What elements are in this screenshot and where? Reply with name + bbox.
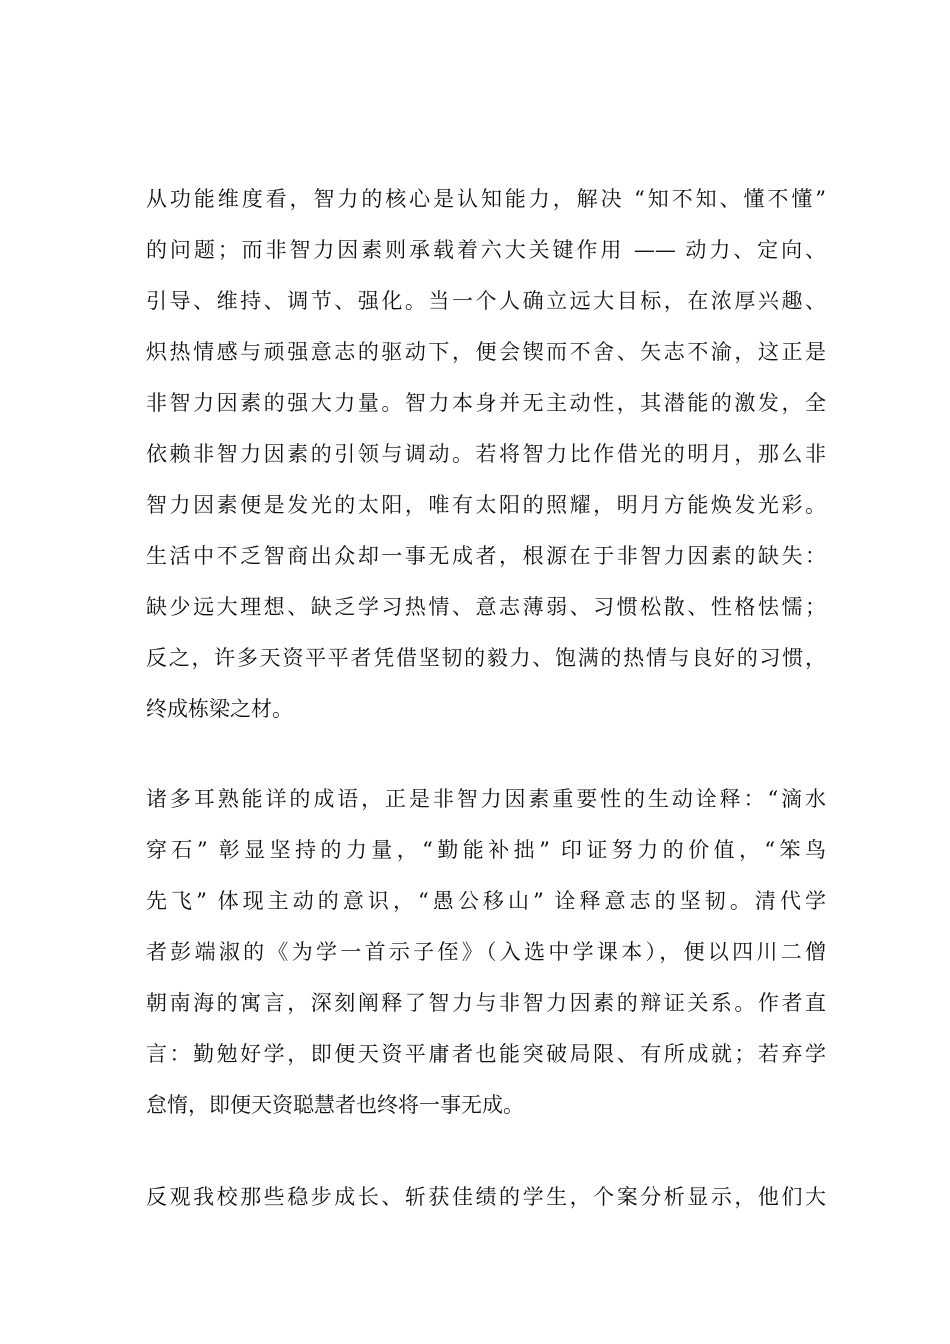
text-line: 缺少远大理想、缺乏学习热情、意志薄弱、习惯松散、性格怯懦； [146,595,826,619]
text-line: 言：勤勉好学，即便天资平庸者也能突破局限、有所成就；若弃学 [146,1042,826,1066]
paragraph-idioms [146,774,826,1131]
text-line: 者彭端淑的《为学一首示子侄》（入选中学课本），便以四川二僧 [146,940,826,964]
text-line: 怠惰，即便天资聪慧者也终将一事无成。 [146,1093,524,1117]
text-line: 依赖非智力因素的引领与调动。若将智力比作借光的明月，那么非 [146,442,826,466]
text-line: 从功能维度看，智力的核心是认知能力，解决 “知不知、懂不懂” [146,187,826,211]
text-line: 智力因素便是发光的太阳，唯有太阳的照耀，明月方能焕发光彩。 [146,493,826,517]
text-line: 引导、维持、调节、强化。当一个人确立远大目标，在浓厚兴趣、 [146,289,826,313]
text-line: 生活中不乏智商出众却一事无成者，根源在于非智力因素的缺失： [146,544,826,568]
text-line: 的问题；而非智力因素则承载着六大关键作用 —— 动力、定向、 [146,238,826,262]
text-line: 炽热情感与顽强意志的驱动下，便会锲而不舍、矢志不渝，这正是 [146,340,826,364]
text-line: 反观我校那些稳步成长、斩获佳绩的学生，个案分析显示，他们大 [146,1185,826,1209]
text-line: 穿石” 彰显坚持的力量，“勤能补拙” 印证努力的价值，“笨鸟 [146,838,826,862]
paragraph-intelligence-function [146,174,826,735]
paragraph-school-students [146,1172,826,1223]
text-line: 诸多耳熟能详的成语，正是非智力因素重要性的生动诠释：“滴水 [146,787,826,811]
text-line: 朝南海的寓言，深刻阐释了智力与非智力因素的辩证关系。作者直 [146,991,826,1015]
text-line: 终成栋梁之材。 [146,697,293,721]
text-line: 非智力因素的强大力量。智力本身并无主动性，其潜能的激发，全 [146,391,826,415]
text-line: 反之，许多天资平平者凭借坚韧的毅力、饱满的热情与良好的习惯， [146,646,826,670]
text-line: 先飞” 体现主动的意识，“愚公移山” 诠释意志的坚韧。清代学 [146,889,826,913]
